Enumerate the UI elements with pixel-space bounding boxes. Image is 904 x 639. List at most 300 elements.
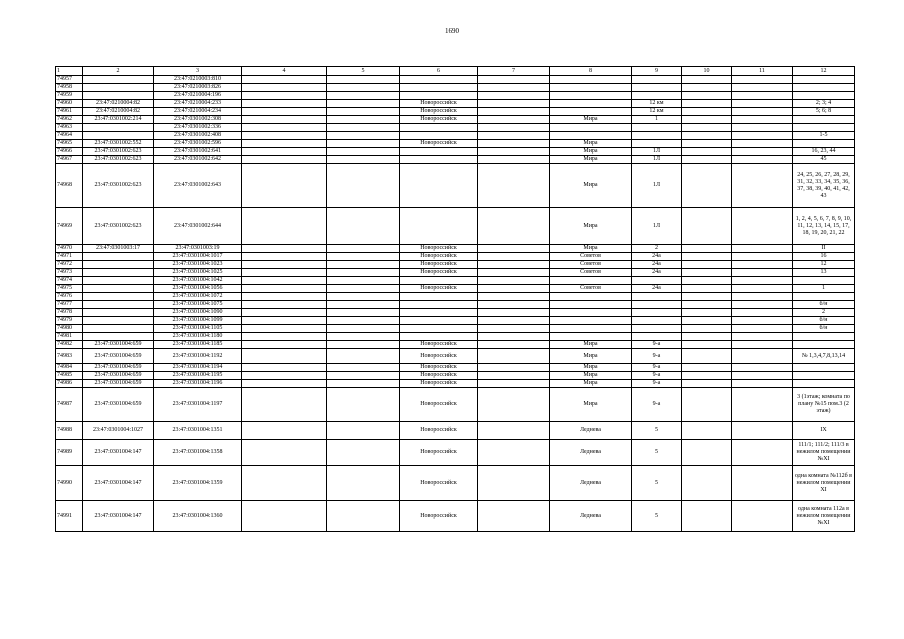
table-cell (478, 349, 550, 364)
table-cell (400, 208, 478, 245)
table-cell: Советов (550, 269, 632, 277)
table-row (56, 333, 855, 341)
table-cell: 1, 2, 4, 5, 6, 7, 8, 9, 10, 11, 12, 13, 14, 15, 17, 18, 19, 20, 21, 22 (793, 208, 855, 245)
table-cell: Леднева (550, 422, 632, 440)
table-cell: Мира (550, 245, 632, 253)
table-cell (682, 309, 732, 317)
table-cell: Мира (550, 372, 632, 380)
table-cell (682, 208, 732, 245)
table-cell (682, 388, 732, 422)
table-cell (327, 285, 400, 293)
table-cell: 1Л (632, 164, 682, 208)
column-header: 7 (478, 67, 550, 76)
table-row (56, 277, 855, 285)
table-cell: 13 (793, 269, 855, 277)
table-cell (732, 388, 793, 422)
table-cell: 74977 (56, 301, 83, 309)
table-cell: 9-а (632, 380, 682, 388)
table-cell (83, 333, 154, 341)
table-cell: 23:47:0210003:810 (154, 76, 242, 84)
table-cell (632, 76, 682, 84)
table-cell (242, 317, 327, 325)
table-cell: 23:47:0301004:659 (83, 349, 154, 364)
table-cell: Новороссийск (400, 372, 478, 380)
table-cell (327, 140, 400, 148)
table-cell (400, 84, 478, 92)
table-cell: Советов (550, 253, 632, 261)
table-cell (682, 269, 732, 277)
table-cell (793, 84, 855, 92)
table-cell (83, 124, 154, 132)
table-row (56, 261, 855, 269)
table-cell (682, 301, 732, 309)
table-cell: 9-а (632, 372, 682, 380)
table-cell (83, 293, 154, 301)
table-cell (242, 388, 327, 422)
table-row (56, 245, 855, 253)
table-cell (478, 269, 550, 277)
table-cell (478, 100, 550, 108)
table-cell (550, 333, 632, 341)
table-row (56, 132, 855, 140)
table-cell: 74964 (56, 132, 83, 140)
table-cell: Мира (550, 140, 632, 148)
table-cell: 9-а (632, 341, 682, 349)
table-cell (682, 164, 732, 208)
table-cell (83, 84, 154, 92)
table-cell (83, 325, 154, 333)
table-cell (327, 422, 400, 440)
table-cell (83, 309, 154, 317)
table-cell (400, 293, 478, 301)
table-cell: Новороссийск (400, 100, 478, 108)
table-cell: 16, 23, 44 (793, 148, 855, 156)
table-cell: Мира (550, 349, 632, 364)
table-cell (327, 364, 400, 372)
table-cell (242, 309, 327, 317)
table-row (56, 317, 855, 325)
table-cell (632, 293, 682, 301)
table-cell: Новороссийск (400, 380, 478, 388)
table-cell (327, 164, 400, 208)
table-cell (682, 341, 732, 349)
table-cell: Мира (550, 116, 632, 124)
table-cell: 74981 (56, 333, 83, 341)
table-cell: Новороссийск (400, 364, 478, 372)
table-cell: Новороссийск (400, 245, 478, 253)
table-cell (632, 317, 682, 325)
table-cell (478, 380, 550, 388)
table-cell (242, 76, 327, 84)
table-cell (550, 92, 632, 100)
table-cell: 23:47:0301004:1185 (154, 341, 242, 349)
table-cell (242, 148, 327, 156)
table-cell: 23:47:0301004:1358 (154, 440, 242, 466)
table-cell: 12 (793, 261, 855, 269)
table-cell: 24, 25, 26, 27, 28, 29, 31, 32, 33, 34, 35, 36, 37, 38, 39, 40, 41, 42, 43 (793, 164, 855, 208)
table-cell: 23:47:0301002:623 (83, 208, 154, 245)
table-cell (732, 156, 793, 164)
table-cell (793, 380, 855, 388)
table-cell (242, 349, 327, 364)
table-cell (327, 301, 400, 309)
table-cell: 23:47:0301004:659 (83, 372, 154, 380)
table-cell: 12 км (632, 100, 682, 108)
table-cell: 74966 (56, 148, 83, 156)
table-cell (682, 84, 732, 92)
table-cell (732, 269, 793, 277)
table-row (56, 84, 855, 92)
table-cell (327, 116, 400, 124)
table-cell (400, 148, 478, 156)
table-cell (682, 245, 732, 253)
table-cell: Новороссийск (400, 466, 478, 501)
table-cell (327, 124, 400, 132)
table-cell (732, 253, 793, 261)
table-cell: 23:47:0301002:552 (83, 140, 154, 148)
table-cell (83, 277, 154, 285)
table-cell (478, 208, 550, 245)
table-cell (327, 84, 400, 92)
table-cell: б/н (793, 317, 855, 325)
table-cell (732, 372, 793, 380)
table-cell: 74987 (56, 388, 83, 422)
column-header: 2 (83, 67, 154, 76)
table-cell: Новороссийск (400, 440, 478, 466)
table-cell: Новороссийск (400, 116, 478, 124)
table-cell: 23:47:0301003:19 (154, 245, 242, 253)
table-cell (478, 148, 550, 156)
table-cell (478, 388, 550, 422)
table-cell: 23:47:0301004:1042 (154, 277, 242, 285)
column-header: 4 (242, 67, 327, 76)
table-cell (327, 208, 400, 245)
table-cell (242, 116, 327, 124)
table-cell (478, 309, 550, 317)
table-cell: 23:47:0301004:1194 (154, 364, 242, 372)
table-cell: Советов (550, 285, 632, 293)
table-cell: Мира (550, 388, 632, 422)
table-row (56, 253, 855, 261)
table-cell: 3 (1этаж; комната по плану №15 пом.3 (2 этаж) (793, 388, 855, 422)
table-cell (242, 372, 327, 380)
table-cell (550, 76, 632, 84)
table-cell (732, 285, 793, 293)
table-cell (400, 325, 478, 333)
table-cell: 23:47:0301004:1351 (154, 422, 242, 440)
table-cell: 23:47:0301004:659 (83, 380, 154, 388)
table-cell: 74974 (56, 277, 83, 285)
table-row (56, 156, 855, 164)
table-cell (242, 422, 327, 440)
table-cell: Новороссийск (400, 253, 478, 261)
table-cell (327, 261, 400, 269)
table-cell: 1Л (632, 148, 682, 156)
table-cell (682, 108, 732, 116)
table-cell: 5 (632, 422, 682, 440)
table-cell (83, 317, 154, 325)
table-cell (242, 84, 327, 92)
table-cell (242, 285, 327, 293)
table-cell (83, 92, 154, 100)
table-cell: 2 (793, 309, 855, 317)
table-cell: 23:47:0301004:1090 (154, 309, 242, 317)
table-cell (242, 501, 327, 532)
table-cell: 23:47:0210004:234 (154, 108, 242, 116)
table-cell (242, 164, 327, 208)
table-row (56, 364, 855, 372)
table-cell (327, 92, 400, 100)
table-cell (478, 372, 550, 380)
table-cell (242, 380, 327, 388)
table-row (56, 285, 855, 293)
table-cell: № 1,3,4,7,8,13,14 (793, 349, 855, 364)
table-cell (732, 245, 793, 253)
table-cell (400, 132, 478, 140)
table-cell (550, 132, 632, 140)
table-cell: 24а (632, 285, 682, 293)
table-cell: 74985 (56, 372, 83, 380)
table-cell: 23:47:0301004:1056 (154, 285, 242, 293)
table-cell: 23:47:0301002:644 (154, 208, 242, 245)
table-cell (732, 380, 793, 388)
table-cell: 74982 (56, 341, 83, 349)
table-cell: 23:47:0301002:623 (83, 156, 154, 164)
table-cell (327, 293, 400, 301)
table-cell (732, 440, 793, 466)
table-cell (793, 76, 855, 84)
column-header: 12 (793, 67, 855, 76)
table-cell (682, 116, 732, 124)
table-cell (327, 388, 400, 422)
table-cell (478, 285, 550, 293)
table-cell: 74957 (56, 76, 83, 84)
table-cell: Новороссийск (400, 341, 478, 349)
table-cell (242, 108, 327, 116)
table-cell: 23:47:0210004:82 (83, 108, 154, 116)
table-cell (632, 140, 682, 148)
table-cell (242, 132, 327, 140)
table-cell: 23:47:0301002:214 (83, 116, 154, 124)
table-cell (478, 501, 550, 532)
table-cell (83, 301, 154, 309)
table-cell: 74984 (56, 364, 83, 372)
table-cell: 23:47:0301003:17 (83, 245, 154, 253)
table-cell: 74960 (56, 100, 83, 108)
table-cell: 74978 (56, 309, 83, 317)
table-cell (682, 76, 732, 84)
table-cell: Мира (550, 156, 632, 164)
table-cell: Леднева (550, 501, 632, 532)
table-cell (242, 440, 327, 466)
table-cell (400, 164, 478, 208)
table-cell (400, 277, 478, 285)
table-row (56, 380, 855, 388)
table-cell: 5 (632, 466, 682, 501)
table-row (56, 164, 855, 208)
table-cell: 74969 (56, 208, 83, 245)
table-cell (682, 333, 732, 341)
table-cell: 23:47:0210004:233 (154, 100, 242, 108)
table-cell: б/н (793, 325, 855, 333)
table-cell: 23:47:0301004:1025 (154, 269, 242, 277)
table-cell (327, 325, 400, 333)
table-cell (478, 124, 550, 132)
table-cell (632, 84, 682, 92)
table-cell: Леднева (550, 466, 632, 501)
table-cell (327, 317, 400, 325)
table-cell (242, 100, 327, 108)
table-cell (327, 349, 400, 364)
table-cell (682, 253, 732, 261)
table-cell: 74965 (56, 140, 83, 148)
table-cell (732, 164, 793, 208)
table-cell (242, 301, 327, 309)
table-cell: 23:47:0210004:82 (83, 100, 154, 108)
column-header: 8 (550, 67, 632, 76)
table-cell: 12 км (632, 108, 682, 116)
table-cell (327, 333, 400, 341)
table-cell: Мира (550, 341, 632, 349)
table-cell (400, 76, 478, 84)
table-header-row (56, 67, 855, 76)
table-cell (400, 317, 478, 325)
table-cell: 23:47:0301004:147 (83, 466, 154, 501)
table-cell: 45 (793, 156, 855, 164)
table-cell: 74979 (56, 317, 83, 325)
table-cell (83, 269, 154, 277)
table-cell (732, 293, 793, 301)
table-row (56, 388, 855, 422)
table-cell (478, 132, 550, 140)
table-row (56, 108, 855, 116)
table-cell (478, 156, 550, 164)
table-cell (732, 100, 793, 108)
table-cell: 23:47:0301004:1195 (154, 372, 242, 380)
table-cell (478, 301, 550, 309)
table-cell: 74976 (56, 293, 83, 301)
table-cell (682, 440, 732, 466)
table-cell: 74991 (56, 501, 83, 532)
table-cell (732, 208, 793, 245)
table-cell: 23:47:0301004:147 (83, 440, 154, 466)
table-cell: II (793, 245, 855, 253)
table-cell: 23:47:0301004:1075 (154, 301, 242, 309)
table-cell (682, 349, 732, 364)
table-cell (478, 140, 550, 148)
table-cell: 74990 (56, 466, 83, 501)
table-cell (83, 132, 154, 140)
table-cell (242, 245, 327, 253)
table-cell (478, 364, 550, 372)
table-cell: Новороссийск (400, 501, 478, 532)
table-cell (632, 325, 682, 333)
table-cell: б/н (793, 301, 855, 309)
table-cell (793, 116, 855, 124)
table-cell (327, 380, 400, 388)
table-cell (327, 156, 400, 164)
table-cell (478, 261, 550, 269)
table-cell (732, 116, 793, 124)
table-cell (478, 92, 550, 100)
table-cell: 16 (793, 253, 855, 261)
table-row (56, 269, 855, 277)
table-cell (83, 285, 154, 293)
table-cell: 23:47:0301004:1359 (154, 466, 242, 501)
table-cell (732, 124, 793, 132)
table-cell: 74963 (56, 124, 83, 132)
table-cell: 9-а (632, 364, 682, 372)
table-cell (478, 333, 550, 341)
column-header: 9 (632, 67, 682, 76)
table-cell (732, 501, 793, 532)
table-cell (732, 466, 793, 501)
table-cell (327, 148, 400, 156)
table-cell (732, 76, 793, 84)
table-cell (793, 293, 855, 301)
table-cell (793, 333, 855, 341)
table-cell (327, 76, 400, 84)
table-cell (682, 100, 732, 108)
table-cell: Мира (550, 364, 632, 372)
table-cell: Новороссийск (400, 388, 478, 422)
table-cell: 23:47:0301004:1197 (154, 388, 242, 422)
table-cell: 1 (793, 285, 855, 293)
table-cell (478, 293, 550, 301)
table-cell (478, 253, 550, 261)
table-cell (242, 333, 327, 341)
table-cell: 23:47:0301002:643 (154, 164, 242, 208)
table-cell (550, 325, 632, 333)
table-cell: 74980 (56, 325, 83, 333)
table-cell (550, 309, 632, 317)
table-cell (327, 253, 400, 261)
table-cell (242, 124, 327, 132)
table-cell: Новороссийск (400, 269, 478, 277)
table-cell (732, 317, 793, 325)
table-cell (242, 364, 327, 372)
table-cell (632, 132, 682, 140)
table-cell (478, 466, 550, 501)
table-cell (478, 108, 550, 116)
table-cell: 23:47:0301002:641 (154, 148, 242, 156)
table-cell (478, 422, 550, 440)
table-cell: Мира (550, 164, 632, 208)
column-header: 3 (154, 67, 242, 76)
table-cell (83, 76, 154, 84)
table-cell (732, 301, 793, 309)
table-cell (793, 364, 855, 372)
table-cell (83, 253, 154, 261)
table-cell: IX (793, 422, 855, 440)
table-cell (327, 245, 400, 253)
table-cell: 1Л (632, 156, 682, 164)
table-cell (732, 132, 793, 140)
table-cell (478, 325, 550, 333)
table-cell (682, 364, 732, 372)
table-cell: 5 (632, 440, 682, 466)
table-cell (682, 261, 732, 269)
table-cell (732, 261, 793, 269)
table-row (56, 422, 855, 440)
table-cell: 74973 (56, 269, 83, 277)
table-row (56, 208, 855, 245)
table-cell (327, 277, 400, 285)
table-cell (550, 108, 632, 116)
table-cell: 74968 (56, 164, 83, 208)
table-cell: Новороссийск (400, 140, 478, 148)
table-cell: 23:47:0301004:1105 (154, 325, 242, 333)
